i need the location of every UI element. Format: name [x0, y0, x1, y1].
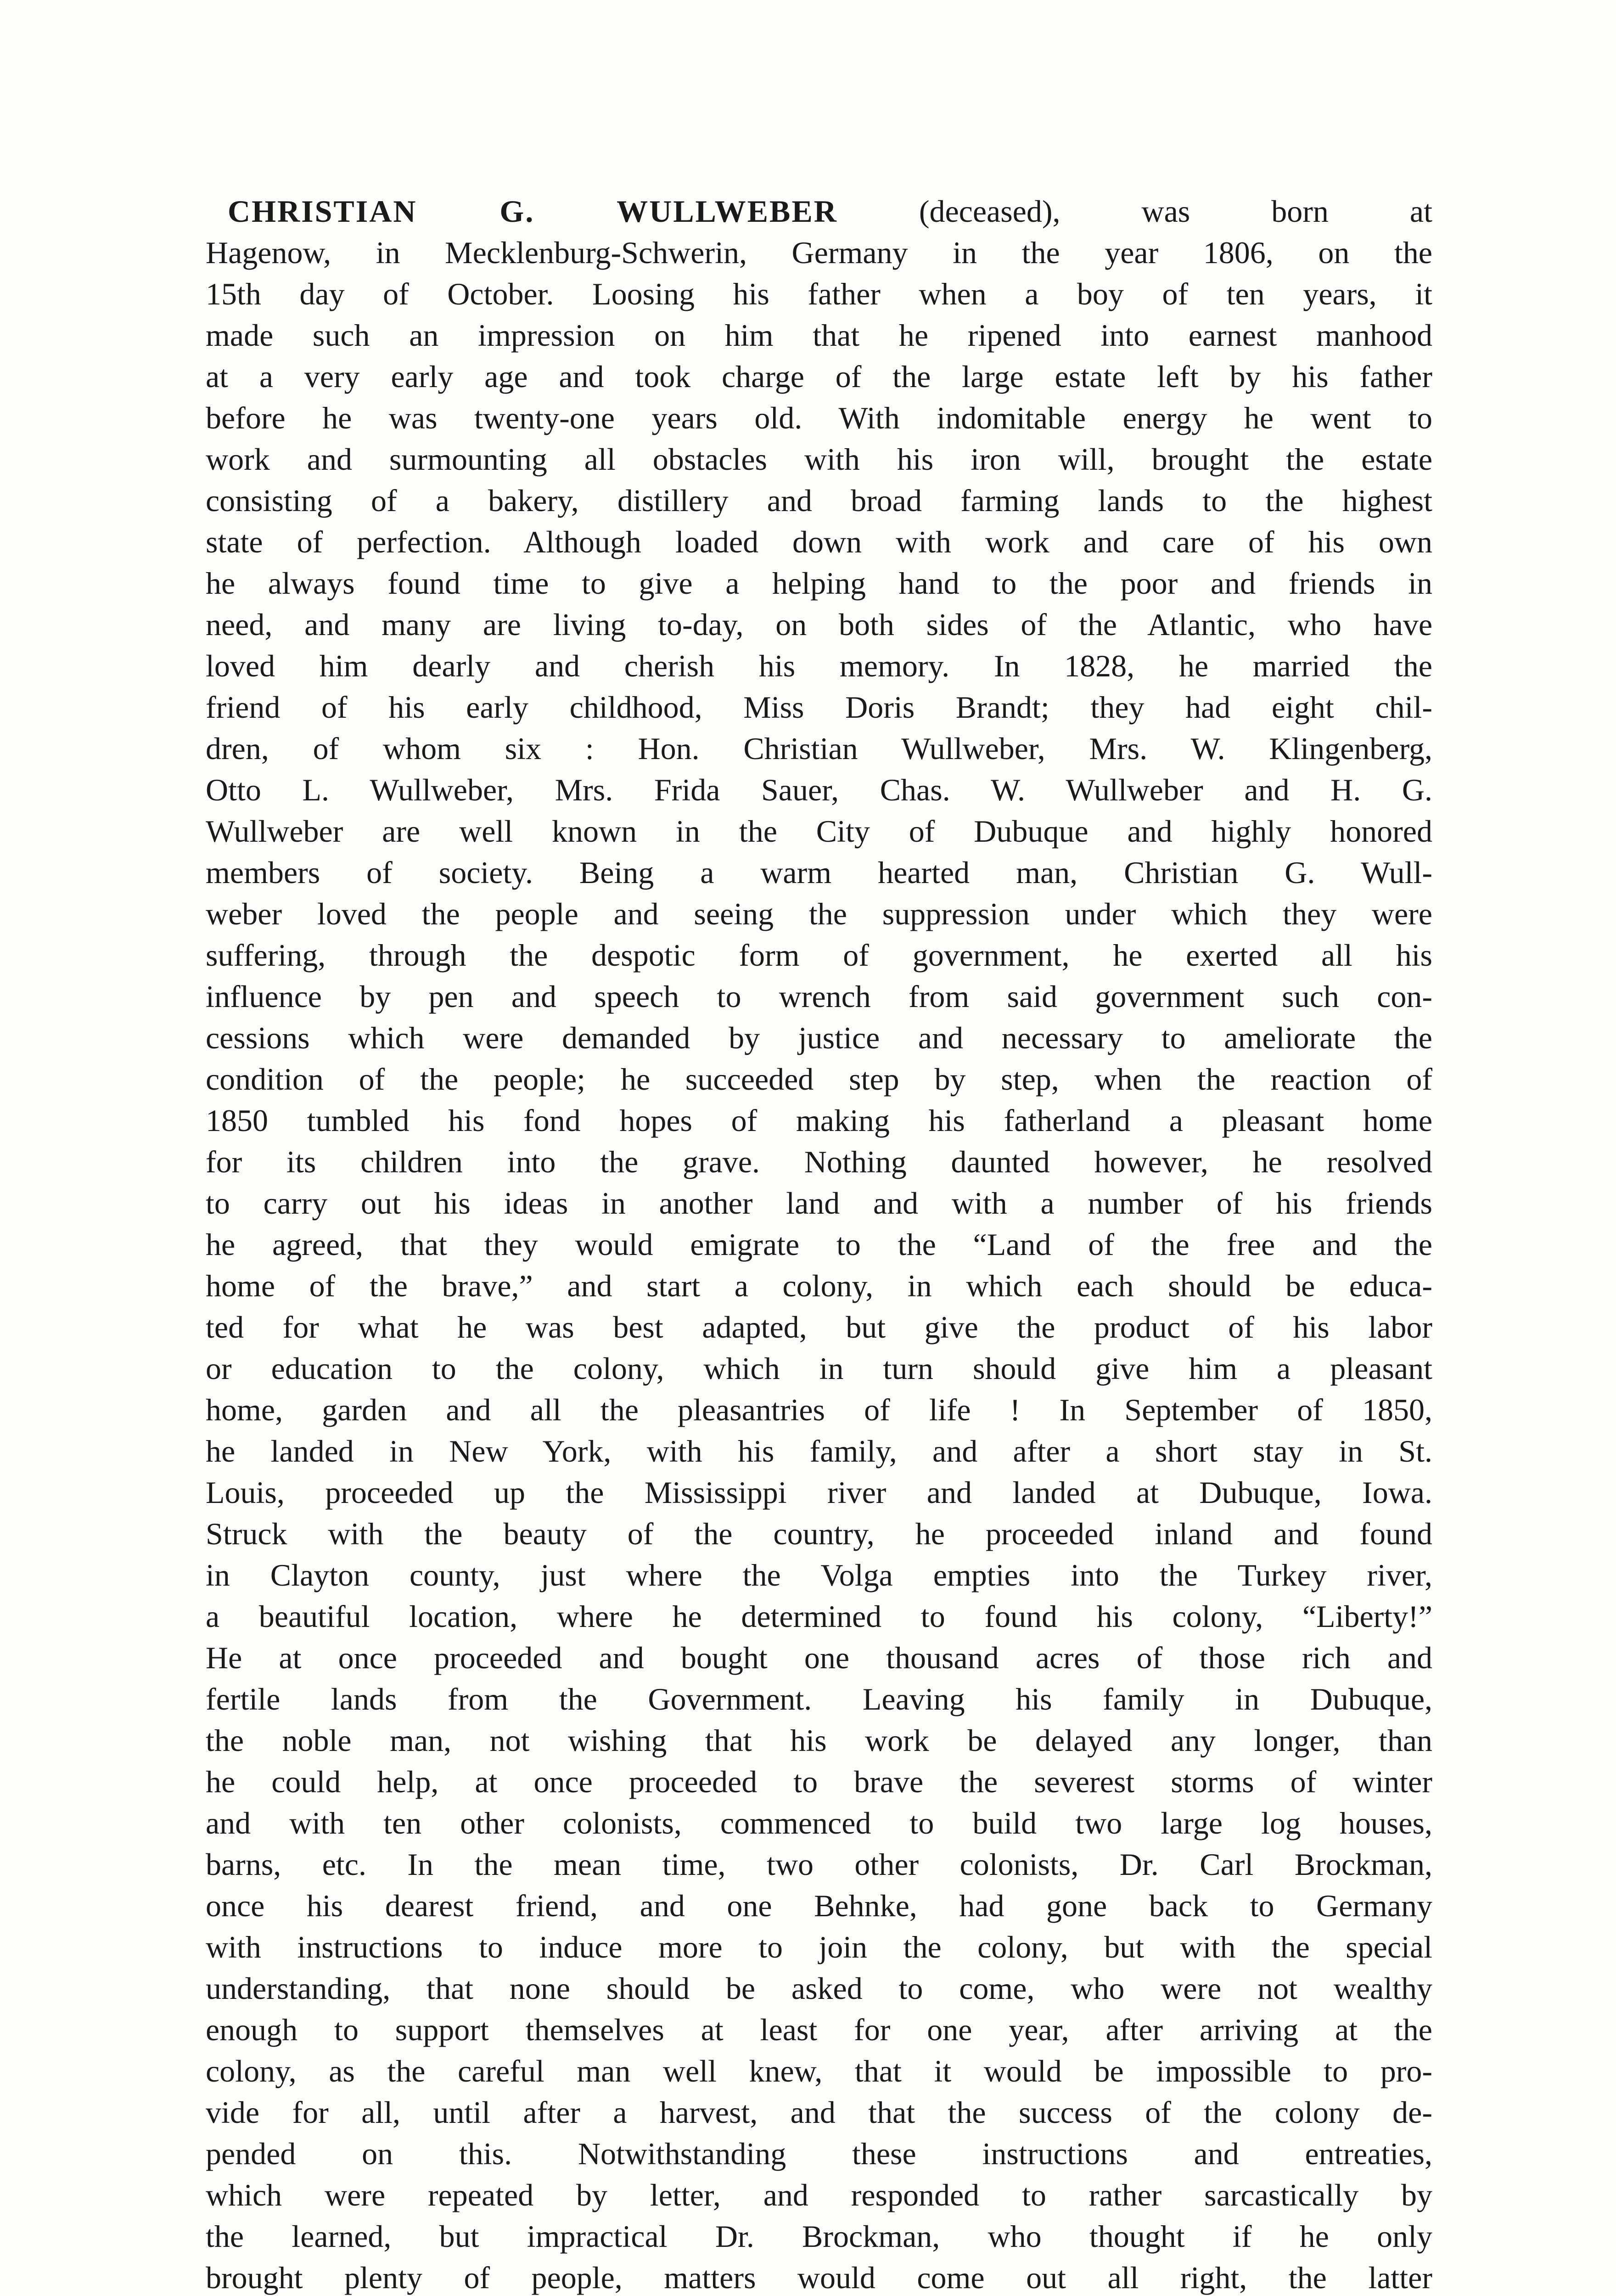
text-line: He at once proceeded and bought one thousand acres of those rich and: [206, 1640, 1432, 1675]
text-line: in Clayton county, just where the Volga empties into the Turkey river,: [206, 1558, 1432, 1593]
text-line: or education to the colony, which in turn should give him a pleasant: [206, 1351, 1432, 1386]
text-line: Otto L. Wullweber, Mrs. Frida Sauer, Chas. W. Wullweber and H. G.: [206, 772, 1432, 807]
text-line: loved him dearly and cherish his memory. In 1828, he married the: [206, 648, 1432, 683]
biography-text: [206, 191, 1432, 2296]
text-line: a beautiful location, where he determined to found his colony, “Liberty!”: [206, 1599, 1432, 1634]
text-line: to carry out his ideas in another land and with a number of his friends: [206, 1186, 1432, 1221]
text-line: barns, etc. In the mean time, two other colonists, Dr. Carl Brockman,: [206, 1847, 1432, 1882]
text-line: condition of the people; he succeeded step by step, when the reaction of: [206, 1062, 1432, 1097]
text-line: understanding, that none should be asked to come, who were not wealthy: [206, 1971, 1432, 2006]
text-line: Hagenow, in Mecklenburg-Schwerin, Germany in the year 1806, on the: [206, 235, 1432, 270]
text-line: weber loved the people and seeing the suppression under which they were: [206, 896, 1432, 931]
text-line: before he was twenty-one years old. With indomitable energy he went to: [206, 400, 1432, 435]
text-line: Wullweber are well known in the City of Dubuque and highly honored: [206, 814, 1432, 849]
text-line: state of perfection. Although loaded down with work and care of his own: [206, 524, 1432, 559]
first-line-rest: (deceased), was born at: [837, 194, 1432, 229]
text-line: he always found time to give a helping hand to the poor and friends in: [206, 566, 1432, 601]
text-line: and with ten other colonists, commenced to build two large log houses,: [206, 1806, 1432, 1840]
text-line: pended on this. Notwithstanding these instructions and entreaties,: [206, 2136, 1432, 2171]
text-line: work and surmounting all obstacles with his iron will, brought the estate: [206, 442, 1432, 477]
text-line: consisting of a bakery, distillery and broad farming lands to the highest: [206, 483, 1432, 518]
text-line: home, garden and all the pleasantries of life ! In September of 1850,: [206, 1392, 1432, 1427]
text-line: the noble man, not wishing that his work be delayed any longer, than: [206, 1723, 1432, 1758]
subject-name: CHRISTIAN G. WULLWEBER: [228, 194, 838, 229]
text-line: Struck with the beauty of the country, he proceeded inland and found: [206, 1516, 1432, 1551]
text-line: cessions which were demanded by justice and necessary to ameliorate the: [206, 1020, 1432, 1055]
text-line: members of society. Being a warm hearted man, Christian G. Wull-: [206, 855, 1432, 890]
text-line: suffering, through the despotic form of government, he exerted all his: [206, 938, 1432, 973]
text-line: influence by pen and speech to wrench from said government such con-: [206, 979, 1432, 1014]
text-line: he could help, at once proceeded to brave the severest storms of winter: [206, 1764, 1432, 1799]
text-line: at a very early age and took charge of the large estate left by his father: [206, 359, 1432, 394]
text-line: he landed in New York, with his family, and after a short stay in St.: [206, 1434, 1432, 1469]
text-line: enough to support themselves at least for one year, after arriving at the: [206, 2012, 1432, 2047]
text-line: friend of his early childhood, Miss Doris Brandt; they had eight chil-: [206, 690, 1432, 725]
text-line: he agreed, that they would emigrate to the “Land of the free and the: [206, 1227, 1432, 1262]
text-line: 1850 tumbled his fond hopes of making his fatherland a pleasant home: [206, 1103, 1432, 1138]
text-line: once his dearest friend, and one Behnke, had gone back to Germany: [206, 1888, 1432, 1923]
text-line: brought plenty of people, matters would come out all right, the latter: [206, 2260, 1432, 2295]
text-line: with instructions to induce more to join the colony, but with the special: [206, 1930, 1432, 1964]
text-line: made such an impression on him that he ripened into earnest manhood: [206, 318, 1432, 353]
text-line: 15th day of October. Loosing his father when a boy of ten years, it: [206, 276, 1432, 311]
text-line: for its children into the grave. Nothing daunted however, he resolved: [206, 1144, 1432, 1179]
text-line: vide for all, until after a harvest, and that the success of the colony de-: [206, 2095, 1432, 2130]
text-line: need, and many are living to-day, on both sides of the Atlantic, who have: [206, 607, 1432, 642]
text-line: fertile lands from the Government. Leaving his family in Dubuque,: [206, 1682, 1432, 1716]
text-line: Louis, proceeded up the Mississippi river and landed at Dubuque, Iowa.: [206, 1475, 1432, 1510]
text-line: dren, of whom six : Hon. Christian Wullweber, Mrs. W. Klingenberg,: [206, 731, 1432, 766]
text-line: home of the brave,” and start a colony, in which each should be educa-: [206, 1268, 1432, 1303]
text-line: which were repeated by letter, and responded to rather sarcastically by: [206, 2178, 1432, 2212]
text-line: colony, as the careful man well knew, that it would be impossible to pro-: [206, 2054, 1432, 2088]
text-line: ted for what he was best adapted, but give the product of his labor: [206, 1310, 1432, 1345]
text-line-first: [206, 191, 1432, 232]
text-line: the learned, but impractical Dr. Brockman, who thought if he only: [206, 2219, 1432, 2254]
